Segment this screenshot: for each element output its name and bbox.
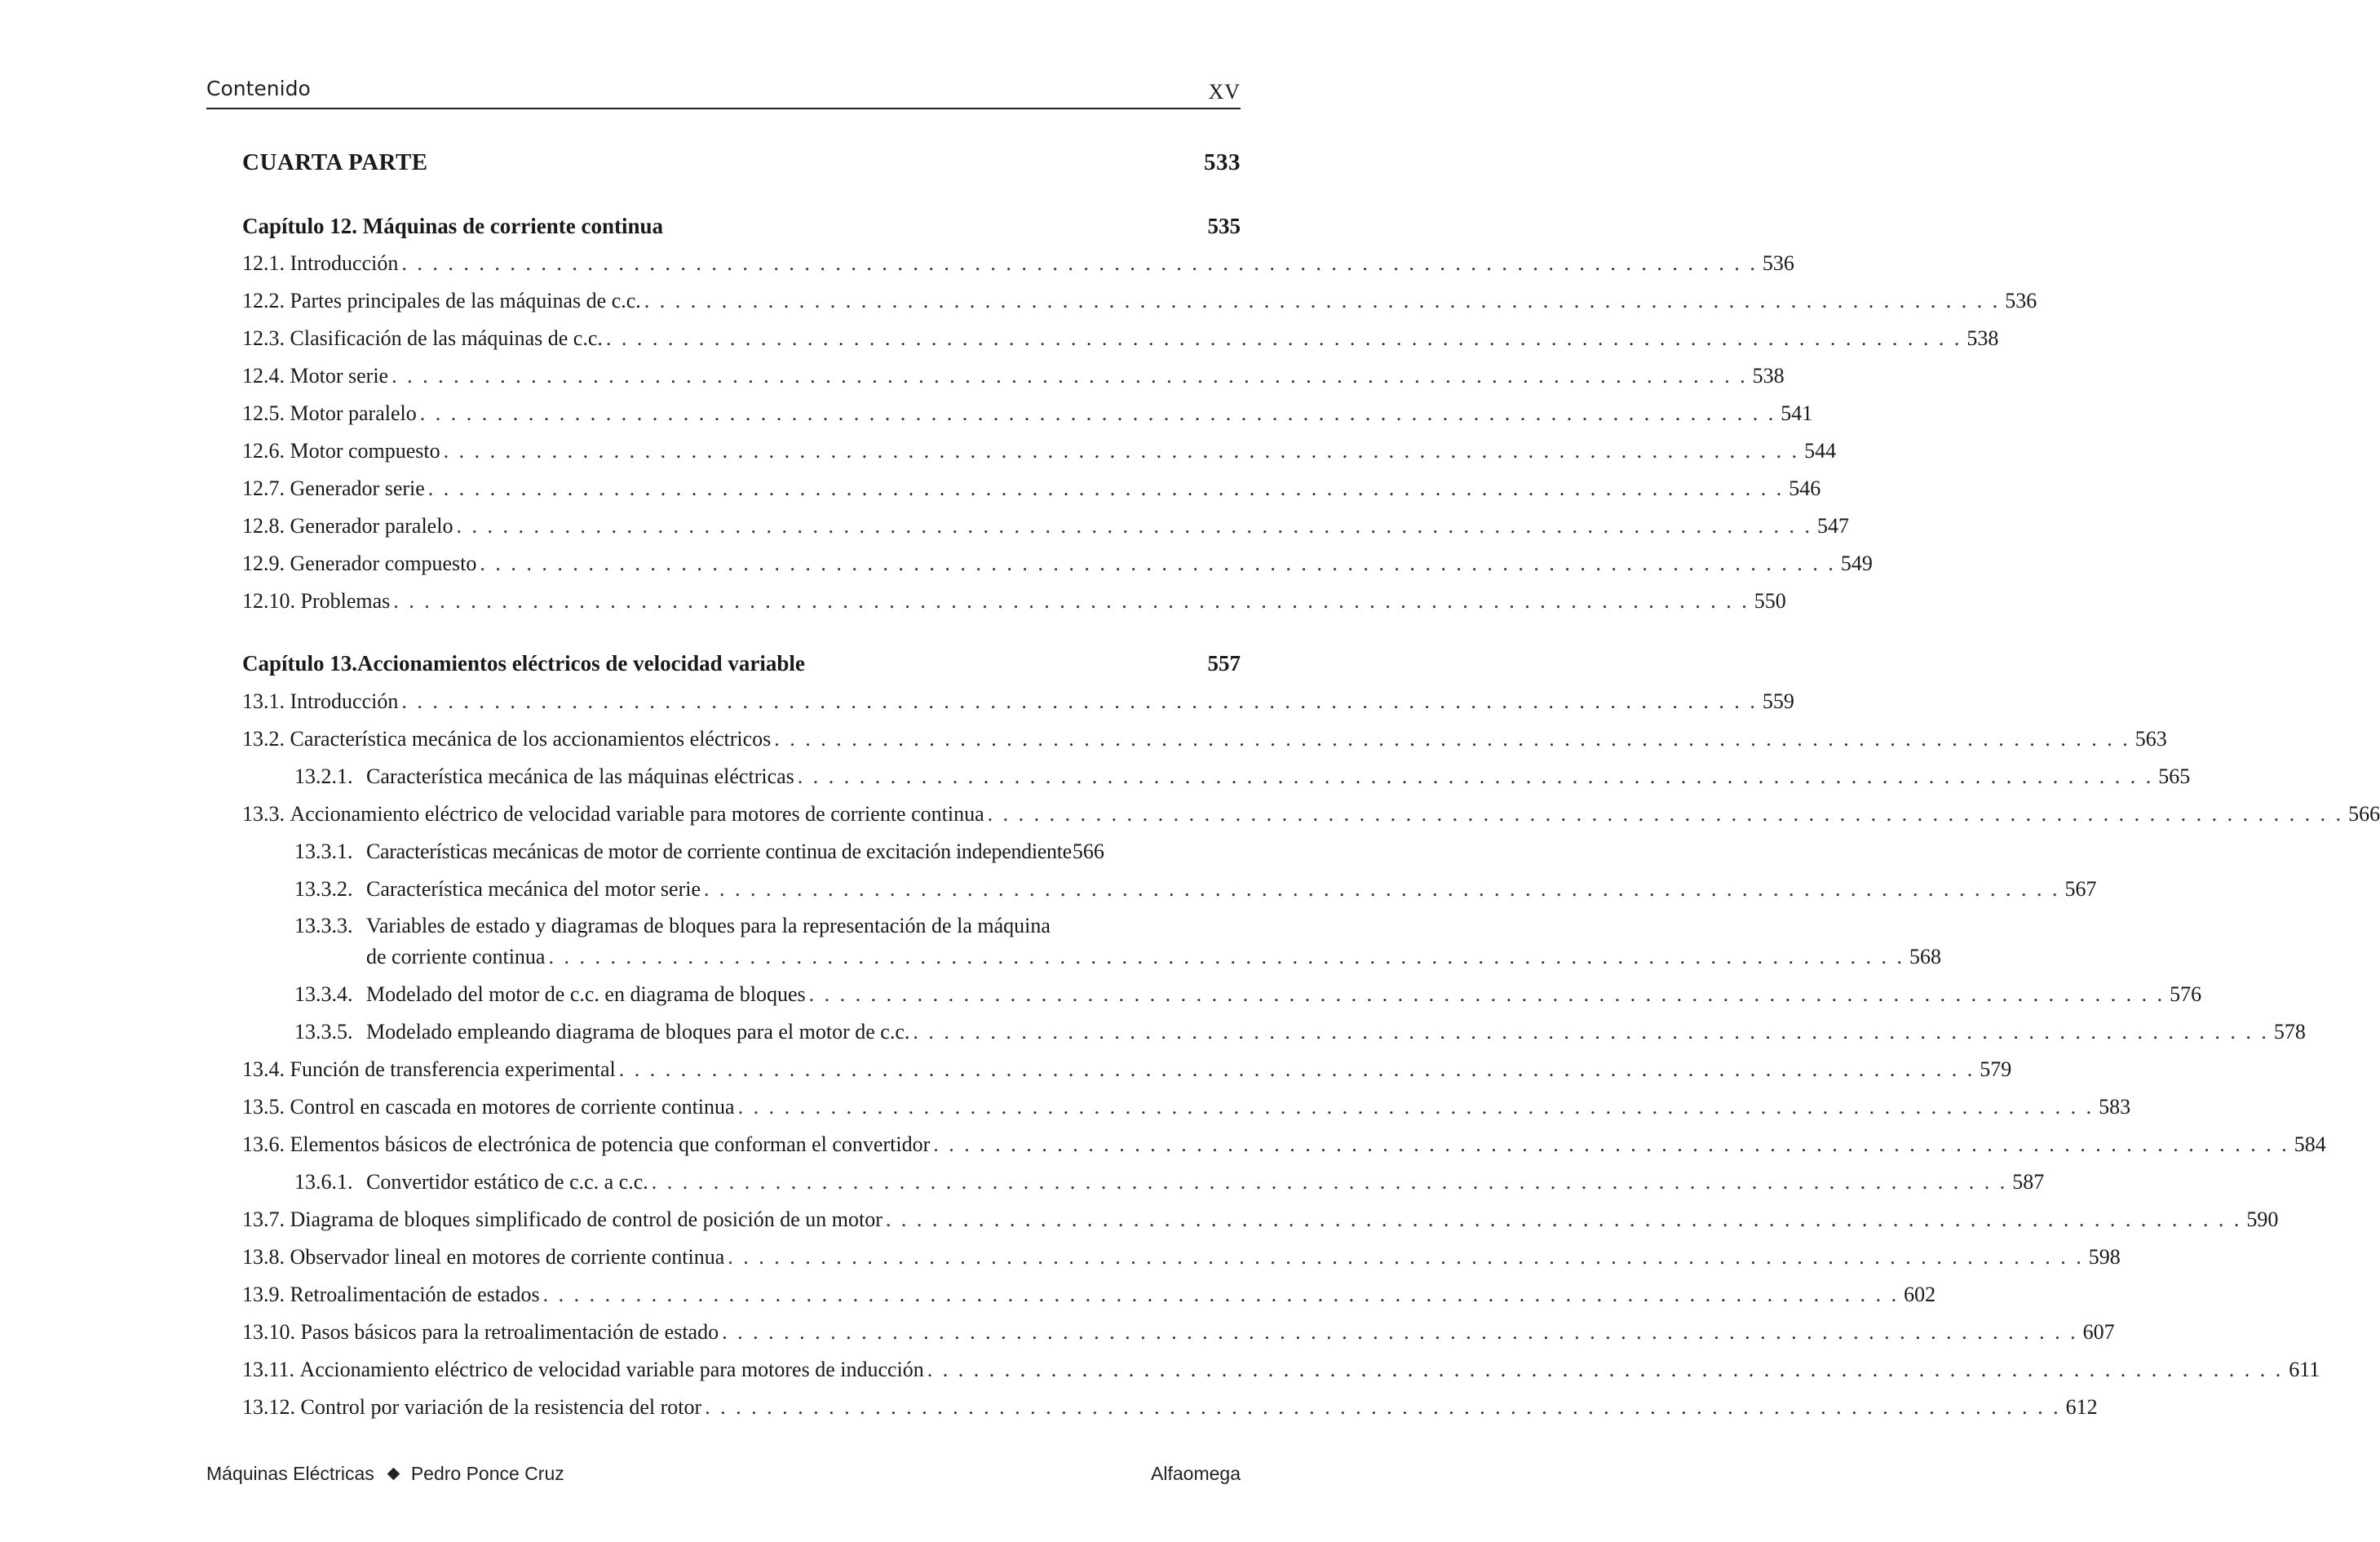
entry-title: Motor serie [290, 364, 389, 388]
entry-number: 13.3.1. [294, 840, 353, 863]
dot-leader [704, 877, 2058, 902]
dot-leader [644, 289, 1998, 313]
chapter-page: 557 [1207, 651, 1241, 676]
running-header-page-number: XV [1208, 80, 1241, 104]
toc-entry [242, 1358, 2320, 1382]
entry-number: 13.3.3. [294, 914, 353, 937]
entry-title: Motor compuesto [290, 439, 440, 463]
dot-leader [456, 514, 1810, 538]
entry-number: 12.8. [242, 514, 285, 538]
entry-title: Accionamiento eléctrico de velocidad variable para motores de corriente continua [290, 802, 984, 826]
dot-leader [543, 1283, 1897, 1307]
dot-leader [988, 802, 2342, 826]
dot-leader [393, 589, 1747, 614]
toc-subentry [294, 877, 2097, 902]
entry-page: 587 [2012, 1170, 2045, 1194]
entry-number: 12.5. [242, 401, 285, 425]
toc-subentry-continuation [366, 945, 1941, 969]
entry-title: Control por variación de la resistencia del rotor [300, 1395, 702, 1419]
dot-leader [722, 1320, 2076, 1345]
entry-page: 538 [1752, 364, 1785, 388]
dot-leader [798, 764, 2152, 789]
entry-number: 13.3. [242, 802, 285, 826]
entry-page: 559 [1762, 689, 1794, 713]
toc-entry [242, 552, 1873, 576]
entry-number: 12.9. [242, 552, 285, 575]
dot-leader [933, 1132, 2287, 1157]
toc-entry [242, 1132, 2326, 1157]
entry-page: 550 [1754, 589, 1786, 613]
toc-subentry [294, 982, 2202, 1007]
toc-entry [242, 1095, 2131, 1119]
dot-leader [619, 1057, 1973, 1082]
entry-number: 13.8. [242, 1245, 285, 1269]
dot-leader [927, 1358, 2281, 1382]
footer-left [206, 1463, 564, 1485]
toc-entry [242, 364, 1785, 388]
dot-leader [886, 1207, 2240, 1232]
entry-number: 13.6.1. [294, 1170, 353, 1194]
entry-title: Partes principales de las máquinas de c.c. [290, 289, 641, 312]
dot-leader [401, 689, 1755, 714]
dot-leader [809, 982, 2163, 1007]
running-header-title: Contenido [206, 77, 311, 100]
entry-page: 584 [2294, 1132, 2326, 1156]
entry-number: 13.4. [242, 1057, 285, 1081]
entry-title: Modelado del motor de c.c. en diagrama de bloques [366, 982, 806, 1006]
running-header [206, 72, 1241, 109]
entry-number: 13.3.4. [294, 982, 353, 1006]
entry-page: 544 [1804, 439, 1837, 463]
entry-title: Elementos básicos de electrónica de potencia que conforman el convertidor [290, 1132, 931, 1156]
entry-number: 12.3. [242, 326, 285, 350]
chapter-title: Capítulo 13.Accionamientos eléctricos de velocidad variable [242, 651, 805, 676]
entry-title: Clasificación de las máquinas de c.c. [290, 326, 603, 350]
toc-subentry [294, 1170, 2045, 1194]
entry-page: 578 [2273, 1020, 2306, 1044]
entry-page: 602 [1904, 1283, 1936, 1306]
entry-title: Diagrama de bloques simplificado de control de posición de un motor [290, 1207, 883, 1231]
chapter-13-heading [242, 651, 1241, 676]
entry-number: 13.10. [242, 1320, 295, 1344]
entry-title: Modelado empleando diagrama de bloques para el motor de c.c. [366, 1020, 910, 1044]
dot-leader [444, 439, 1798, 463]
entry-title: Problemas [300, 589, 391, 613]
entry-page: 541 [1781, 401, 1813, 425]
entry-page: 565 [2158, 764, 2191, 788]
dot-leader [480, 552, 1834, 576]
entry-title: Característica mecánica de los accionamientos eléctricos [290, 727, 772, 751]
entry-page: 607 [2082, 1320, 2115, 1344]
toc-subentry [294, 840, 1241, 864]
chapter-page: 535 [1207, 214, 1241, 238]
toc-entry [242, 439, 1837, 463]
part-heading [242, 149, 1241, 176]
entry-title: Generador compuesto [290, 552, 477, 575]
toc-entry [242, 1207, 2279, 1232]
dot-leader [652, 1170, 2006, 1194]
part-title: CUARTA PARTE [242, 149, 428, 175]
toc-entry [242, 1395, 2098, 1420]
toc-subentry [294, 764, 2191, 789]
chapter-title: Capítulo 12. Máquinas de corriente continua [242, 214, 664, 238]
entry-page: 579 [1980, 1057, 2012, 1081]
dot-leader [392, 364, 1745, 388]
entry-page: 612 [2065, 1395, 2098, 1419]
entry-page: 576 [2170, 982, 2202, 1006]
entry-page: 611 [2289, 1358, 2320, 1381]
dot-leader [738, 1095, 2092, 1119]
toc-entry [242, 802, 2380, 826]
toc-entry [242, 326, 1999, 351]
entry-page: 567 [2064, 877, 2097, 901]
entry-title: Accionamiento eléctrico de velocidad variable para motores de inducción [299, 1358, 924, 1381]
footer-author: Pedro Ponce Cruz [410, 1463, 564, 1484]
entry-number: 13.5. [242, 1095, 285, 1119]
entry-number: 13.3.2. [294, 877, 353, 901]
entry-number: 12.6. [242, 439, 285, 463]
entry-number: 13.11. [242, 1358, 295, 1381]
footer-publisher: Alfaomega [1151, 1463, 1241, 1484]
entry-title: Observador lineal en motores de corriente continua [290, 1245, 725, 1269]
entry-number: 13.6. [242, 1132, 285, 1156]
entry-page: 566 [2348, 802, 2380, 826]
entry-title: Control en cascada en motores de corriente continua [290, 1095, 735, 1119]
dot-leader [606, 326, 1960, 351]
toc-entry [242, 589, 1786, 614]
dot-leader [548, 945, 1902, 969]
dot-leader [774, 727, 2128, 751]
entry-title: Introducción [290, 251, 399, 275]
entry-title: Pasos básicos para la retroalimentación de estado [300, 1320, 719, 1344]
entry-title: Convertidor estático de c.c. a c.c. [366, 1170, 648, 1194]
toc-entry [242, 1057, 2012, 1082]
entry-page: 583 [2099, 1095, 2131, 1119]
entry-title: Características mecánicas de motor de corriente continua de excitación independiente [366, 840, 1072, 863]
chapter-12-heading [242, 214, 1241, 239]
entry-title: Introducción [290, 689, 399, 713]
dot-leader [401, 251, 1755, 276]
entry-number: 13.3.5. [294, 1020, 353, 1044]
entry-page: 566 [1072, 840, 1104, 863]
toc-entry [242, 289, 2037, 313]
entry-number: 12.4. [242, 364, 285, 388]
entry-page: 536 [2005, 289, 2037, 312]
entry-title-continuation: de corriente continua [366, 945, 546, 968]
diamond-separator-icon [387, 1468, 400, 1481]
entry-number: 12.7. [242, 476, 285, 500]
toc-entry [242, 514, 1849, 538]
entry-page: 598 [2088, 1245, 2121, 1269]
entry-title: Retroalimentación de estados [290, 1283, 540, 1306]
entry-number: 13.2.1. [294, 764, 353, 788]
entry-page: 546 [1789, 476, 1821, 500]
entry-title: Variables de estado y diagramas de bloques para la representación de la máquina [366, 914, 1051, 937]
toc-entry [242, 401, 1813, 426]
entry-number: 13.12. [242, 1395, 295, 1419]
entry-page: 547 [1816, 514, 1849, 538]
entry-title: Motor paralelo [290, 401, 417, 425]
entry-page: 538 [1966, 326, 1999, 350]
entry-page: 563 [2134, 727, 2167, 751]
dot-leader [913, 1020, 2267, 1044]
entry-number: 12.1. [242, 251, 285, 275]
entry-title: Generador serie [290, 476, 425, 500]
entry-number: 13.9. [242, 1283, 285, 1306]
entry-number: 12.10. [242, 589, 295, 613]
toc-entry [242, 251, 1794, 276]
entry-title: Generador paralelo [290, 514, 453, 538]
entry-page: 536 [1762, 251, 1794, 275]
toc-entry [242, 1245, 2121, 1269]
entry-number: 13.2. [242, 727, 285, 751]
entry-title: Característica mecánica del motor serie [366, 877, 701, 901]
footer-book-title: Máquinas Eléctricas [206, 1463, 374, 1484]
toc-entry [242, 727, 2167, 751]
toc-subentry [294, 1020, 2306, 1044]
dot-leader [420, 401, 1774, 426]
part-page: 533 [1204, 149, 1241, 175]
dot-leader [428, 476, 1782, 501]
entry-title: Característica mecánica de las máquinas eléctricas [366, 764, 794, 788]
toc-subentry-first-line [294, 914, 1051, 938]
entry-number: 13.7. [242, 1207, 285, 1231]
entry-page: 549 [1840, 552, 1873, 575]
entry-number: 12.2. [242, 289, 285, 312]
toc-entry [242, 689, 1794, 714]
dot-leader [705, 1395, 2059, 1420]
entry-page: 590 [2246, 1207, 2279, 1231]
dot-leader [728, 1245, 2081, 1269]
entry-page: 568 [1909, 945, 1941, 968]
entry-number: 13.1. [242, 689, 285, 713]
entry-title: Función de transferencia experimental [290, 1057, 616, 1081]
toc-entry [242, 1320, 2115, 1345]
toc-entry [242, 476, 1821, 501]
toc-entry [242, 1283, 1936, 1307]
